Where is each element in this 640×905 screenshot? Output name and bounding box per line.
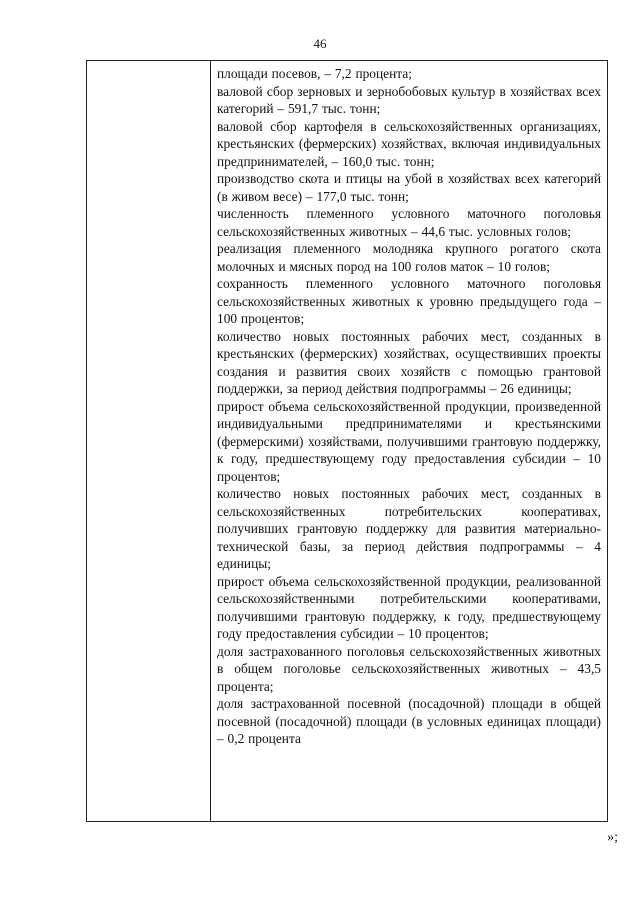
table-left-cell	[87, 61, 211, 821]
indicator-item: валовой сбор зерновых и зернобобовых культур в хозяйствах всех категорий – 591,7 тыс. тонн;	[217, 83, 601, 116]
indicator-item: площади посевов, – 7,2 процента;	[217, 66, 412, 81]
closing-quote: »;	[607, 830, 618, 845]
page-number: 46	[313, 36, 327, 51]
indicator-item: количество новых постоянных рабочих мест, созданных в сельскохозяйственных потребительских кооперативах, получивших грантовую поддержку для развития материально-технической базы, за период действия подпрограммы – 4 единицы;	[217, 486, 601, 571]
indicator-item: прирост объема сельскохозяйственной продукции, произведенной индивидуальными предпринимателями и крестьянскими (фермерскими) хозяйствами, получившими грантовую поддержку, к году, предшествующему году предоставления субсидии – 10 процентов;	[217, 398, 601, 484]
indicators-table	[86, 60, 608, 822]
indicator-item: численность племенного условного маточного поголовья сельскохозяйственных животных – 44,6 тыс. условных голов;	[217, 206, 601, 239]
indicator-item: количество новых постоянных рабочих мест, созданных в крестьянских (фермерских) хозяйствах, осуществивших проекты создания и развития своих хозяйств с помощью грантовой поддержки, за период действия подпрограммы – 26 единицы;	[217, 328, 601, 396]
indicator-item: доля застрахованного поголовья сельскохозяйственных животных в общем поголовье сельскохозяйственных животных – 43,5 процента;	[217, 643, 601, 694]
indicator-item: сохранность племенного условного маточного поголовья сельскохозяйственных животных к уровню предыдущего года – 100 процентов;	[217, 276, 601, 326]
indicator-item: производство скота и птицы на убой в хозяйствах всех категорий (в живом весе) – 177,0 тыс. тонн;	[217, 171, 601, 204]
indicator-item: доля застрахованной посевной (посадочной) площади в общей посевной (посадочной) площади (в условных единицах площади) – 0,2 процента	[217, 696, 601, 746]
indicator-item: прирост объема сельскохозяйственной продукции, реализованной сельскохозяйственными потребительскими кооперативами, получившими грантовую поддержку, к году, предшествующему году предоставления субсидии – 10 процентов;	[217, 573, 601, 641]
indicator-item: реализация племенного молодняка крупного рогатого скота молочных и мясных пород на 100 голов маток – 10 голов;	[217, 241, 601, 274]
table-right-cell	[217, 65, 601, 748]
indicator-item: валовой сбор картофеля в сельскохозяйственных организациях, крестьянских (фермерских) хозяйствах, включая индивидуальных предпринимателей, – 160,0 тыс. тонн;	[217, 118, 601, 169]
